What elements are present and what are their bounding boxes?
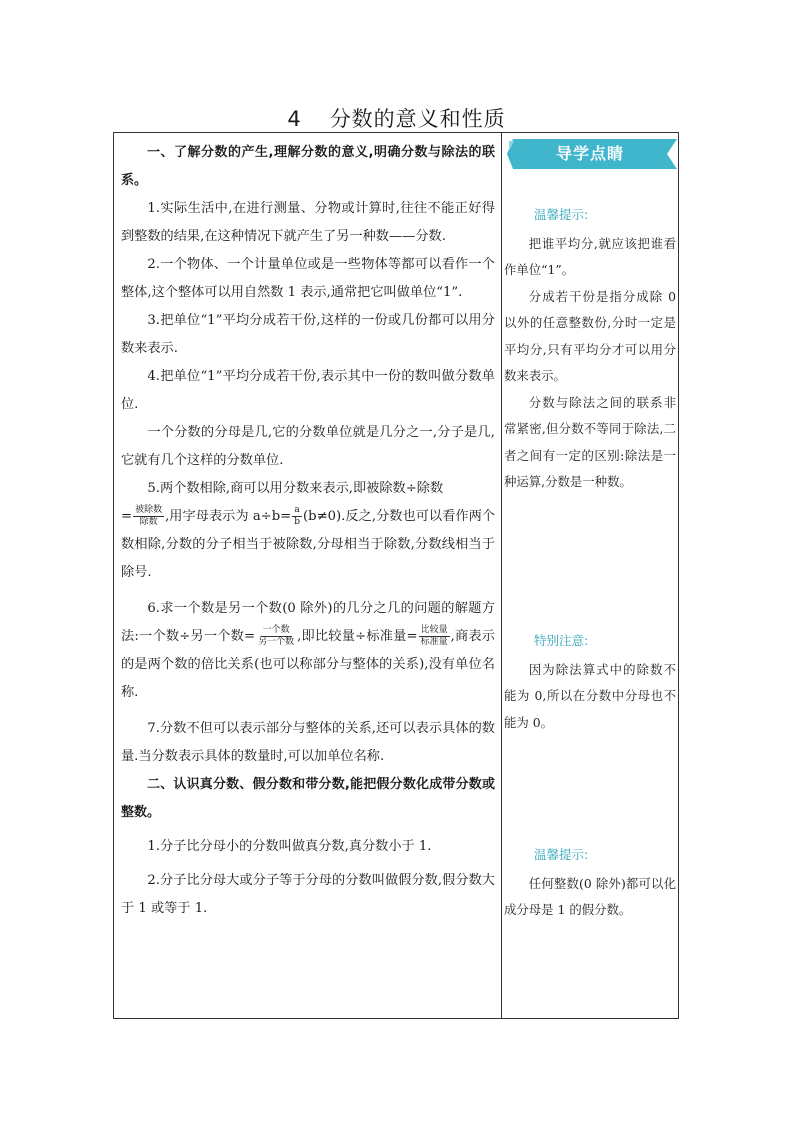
heading-1: 一、了解分数的产生,理解分数的意义,明确分数与除法的联系。 (121, 145, 495, 188)
fraction-dividend-divisor: $\frac{\text{被除数}}{\text{除数}}$ (135, 505, 163, 527)
paragraph-2: 2.一个物体、一个计量单位或是一些物体等都可以看作一个整体,这个整体可以用自然数 1 表示,通常把它叫做单位“1”. (121, 257, 495, 300)
tip3-text-1: 任何整数(0 除外)都可以化成分母是 1 的假分数。 (504, 875, 676, 917)
guide-banner: 导学点睛 (555, 144, 624, 163)
heading-2: 二、认识真分数、假分数和带分数,能把假分数化成带分数或整数。 (121, 777, 495, 820)
page-title (0, 103, 793, 133)
paragraph-1: 1.实际生活中,在进行测量、分物或计算时,往往不能正好得到整数的结果,在这种情况下就产生了另一种数——分数. (121, 201, 495, 244)
paragraph-6: 6.求一个数是另一个数(0 除外)的几分之几的问题的解题方法:一个数÷另一个数= $\frac{\text{一个数}}{\text{另一个数}}$ ,即比较量÷标准量= $\frac{\text{比较量}}{\text{标准量}}$ ,商表示的是两个数的倍比关系(也可以称部分与整体的关系),没有单位名称. (121, 601, 495, 700)
section-title: 分数的意义和性质 (329, 107, 506, 131)
paragraph-4b: 一个分数的分母是几,它的分数单位就是几分之一,分子是几,它就有几个这样的分数单位. (121, 425, 495, 468)
paragraph-9: 2.分子比分母大或分子等于分母的分数叫做假分数,假分数大于 1 或等于 1. (121, 873, 495, 916)
column-divider (501, 132, 502, 1019)
paragraph-4: 4.把单位“1”平均分成若干份,表示其中一份的数叫做分数单位. (121, 369, 495, 412)
paragraph-3: 3.把单位“1”平均分成若干份,这样的一份或几份都可以用分数来表示. (121, 313, 495, 356)
tip-block-3 (504, 842, 676, 924)
tip1-label: 温馨提示: (534, 207, 589, 222)
tip1-text-2: 分成若干份是指分成除 0 以外的任意整数份,分时一定是平均分,只有平均分才可以用分数来表示。 (504, 288, 676, 383)
tip2-label: 特别注意: (534, 633, 589, 648)
section-number: 4 (287, 107, 302, 131)
paragraph-7: 7.分数不但可以表示部分与整体的关系,还可以表示具体的数量.当分数表示具体的数量时,可以加单位名称. (121, 721, 495, 764)
paragraph-5: 5.两个数相除,商可以用分数来表示,即被除数÷除数 = $\frac{\text{被除数}}{\text{除数}}$ ,用字母表示为 a÷b= $\frac{a}{b}$ (b≠0).反之,分数也可以看作两个数相除,分数的分子相当于被除数,分母相当于除数,分数线相当于除号. (121, 481, 495, 580)
tip-block-1 (504, 202, 676, 496)
fraction-a-over-b: $\frac{a}{b}$ (294, 505, 300, 527)
tip1-text-3: 分数与除法之间的联系非常紧密,但分数不等同于除法,二者之间有一定的区别:除法是一种运算,分数是一种数。 (504, 394, 676, 489)
tip3-label: 温馨提示: (534, 847, 589, 862)
main-column (121, 139, 495, 923)
paragraph-8: 1.分子比分母小的分数叫做真分数,真分数小于 1. (147, 839, 432, 854)
tip1-text-1: 把谁平均分,就应该把谁看作单位“1”。 (504, 235, 676, 277)
tip2-text-1: 因为除法算式中的除数不能为 0,所以在分数中分母也不能为 0。 (504, 661, 676, 730)
fraction-compare-over-standard: $\frac{\text{比较量}}{\text{标准量}}$ (420, 625, 448, 647)
tip-block-2 (504, 628, 676, 736)
fraction-one-over-another: $\frac{\text{一个数}}{\text{另一个数}}$ (258, 625, 295, 647)
